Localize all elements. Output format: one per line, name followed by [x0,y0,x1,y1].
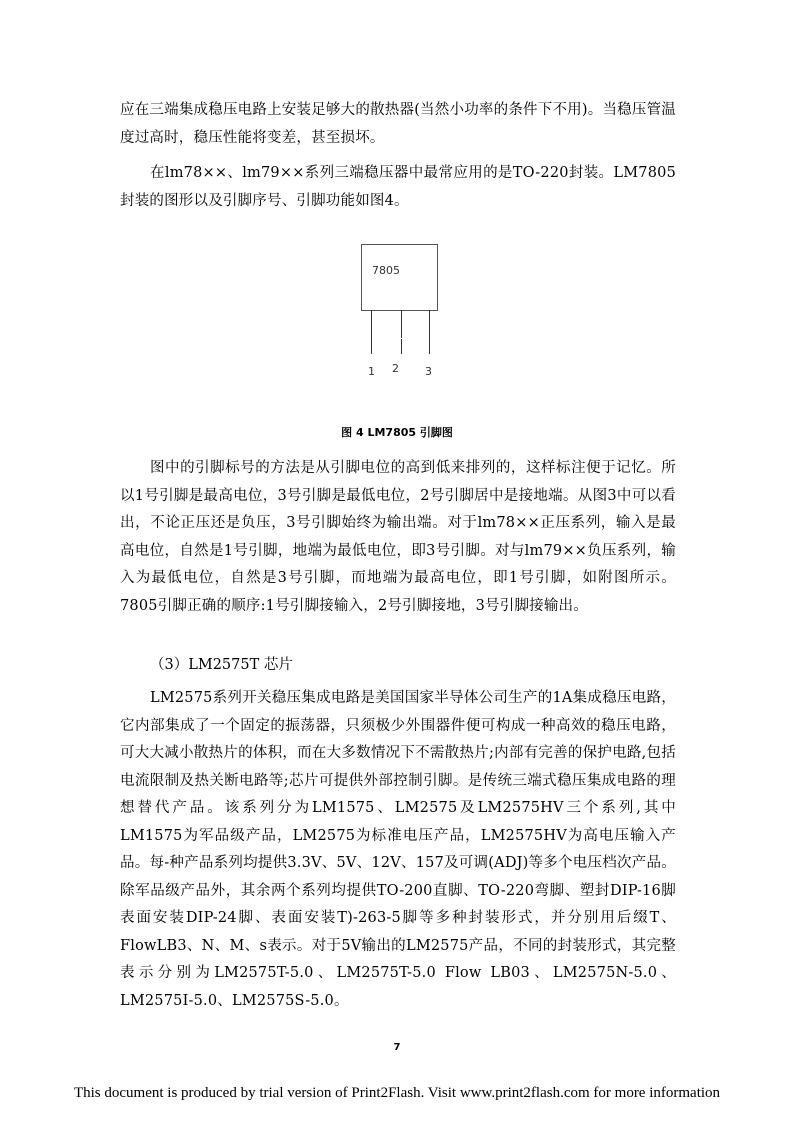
paragraph-heatsink: 应在三端集成稳压电路上安装足够大的散热器(当然小功率的条件下不用)。当稳压管温度过高时，稳压性能将变差，甚至损坏。 [120,102,676,146]
figure-caption: 图 4 LM7805 引脚图 [341,426,453,439]
pin-1-label: 1 [368,365,375,378]
pin-3-label: 3 [425,365,432,378]
paragraph-pin-explanation: 图中的引脚标号的方法是从引脚电位的高到低来排列的，这样标注便于记忆。所以1号引脚是最高电位，3号引脚是最低电位，2号引脚居中是接地端。从图3中可以看出，不论正压还是负压，3号引脚始终为输出端。对于lm78××正压系列，输入是最高电位，自然是1号引脚，地端为最低电位，即3号引脚。对与lm79××负压系列，输入为最低电位，自然是3号引脚，而地端为最高电位，即1号引脚，如附图所示。7805引脚正确的顺序:1号引脚接输入，2号引脚接地，3号引脚接输出。 [120,460,676,614]
trial-footer: This document is produced by trial version of Print2Flash. Visit www.print2flash.com for more information [73,1085,721,1101]
pin-2-label: 2 [392,362,399,375]
lm7805-pin-diagram [358,240,458,380]
chip-label: 7805 [372,264,400,277]
chip-body [362,245,438,311]
paragraph-package-intro: 在lm78××、lm79××系列三端稳压器中最常应用的是TO-220封装。LM7805封装的图形以及引脚序号、引脚功能如图4。 [120,165,676,209]
section-subheading: （3）LM2575T 芯片 [150,657,293,673]
page-number: 7 [393,1042,401,1053]
paragraph-lm2575: LM2575系列开关稳压集成电路是美国国家半导体公司生产的1A集成稳压电路，它内部集成了一个固定的振荡器，只须极少外围器件便可构成一种高效的稳压电路，可大大减小散热片的体积，而在大多数情况下不需散热片;内部有完善的保护电路,包括电流限制及热关断电路等;芯片可提供外部控制引脚。是传统三端式稳压集成电路的理想替代产品。该系列分为LM1575、LM2575及LM2575HV三个系列,其中LM1575为军品级产品，LM2575为标准电压产品，LM2575HV为高电压输入产品。每-种产品系列均提供3.3V、5V、12V、157及可调(ADJ)等多个电压档次产品。除军品级产品外，其余两个系列均提供TO-200直脚、TO-220弯脚、塑封DIP-16脚表面安装DIP-24脚、表面安装T)-263-5脚等多种封装形式，并分别用后缀T、 FlowLB3、N、M、s表示。对于5V输出的LM2575产品，不同的封装形式，其完整表示分别为LM2575T-5.0、LM2575T-5.0 Flow LB03、LM2575N-5.0、LM2575I-5.0、LM2575S-5.0。 [120,690,676,1009]
pin-diagram-svg [358,240,458,380]
